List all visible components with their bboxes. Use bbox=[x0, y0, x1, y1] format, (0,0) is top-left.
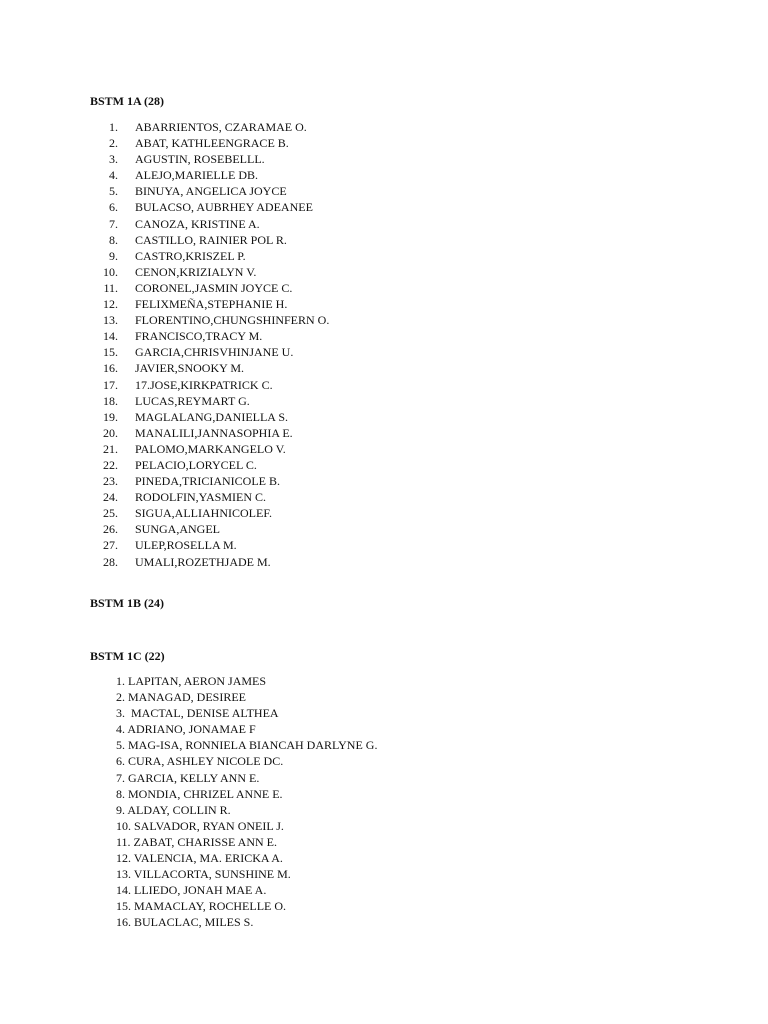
list-item-name: PALOMO,MARKANGELO V. bbox=[135, 441, 286, 456]
list-item-name: FELIXMEÑA,STEPHANIE H. bbox=[135, 297, 288, 312]
list-item-name: SUNGA,ANGEL bbox=[135, 522, 220, 537]
list-item-number: 15. bbox=[103, 345, 118, 360]
list-item-text: 4. ADRIANO, JONAMAE F bbox=[116, 722, 256, 737]
list-item-name: CENON,KRIZIALYN V. bbox=[135, 264, 257, 279]
list-item bbox=[116, 689, 516, 705]
list-item bbox=[90, 489, 490, 505]
list-item-name: ABARRIENTOS, CZARAMAE O. bbox=[135, 120, 307, 134]
list-item-text: 9. ALDAY, COLLIN R. bbox=[116, 802, 231, 817]
list-item bbox=[90, 312, 490, 328]
list-item-name: ABAT, KATHLEENGRACE B. bbox=[135, 136, 289, 151]
list-item-number: 19. bbox=[103, 409, 118, 424]
list-item-number: 1. bbox=[109, 120, 118, 134]
list-item bbox=[90, 425, 490, 441]
list-item-number: 27. bbox=[103, 538, 118, 553]
list-item-text: 3. MACTAL, DENISE ALTHEA bbox=[116, 706, 279, 721]
list-item-number: 3. bbox=[109, 152, 118, 167]
list-item-number: 10. bbox=[103, 264, 118, 279]
list-item-number: 14. bbox=[103, 329, 118, 344]
list-item-number: 17. bbox=[103, 377, 118, 392]
list-item bbox=[90, 199, 490, 215]
list-item bbox=[90, 232, 490, 248]
list-item bbox=[116, 721, 516, 737]
list-item-name: BINUYA, ANGELICA JOYCE bbox=[135, 184, 287, 199]
list-item-name: ULEP,ROSELLA M. bbox=[135, 538, 237, 553]
list-item-number: 28. bbox=[103, 554, 118, 569]
list-item-name: CANOZA, KRISTINE A. bbox=[135, 216, 260, 231]
list-item-number: 7. bbox=[109, 216, 118, 231]
list-item-name: JAVIER,SNOOKY M. bbox=[135, 361, 245, 376]
list-item-number: 2. bbox=[109, 136, 118, 151]
list-item-number: 24. bbox=[103, 490, 118, 505]
list-item-number: 13. bbox=[103, 313, 118, 328]
list-item bbox=[90, 473, 490, 489]
list-item-name: GARCIA,CHRISVHINJANE U. bbox=[135, 345, 294, 360]
list-item bbox=[90, 393, 490, 409]
list-item bbox=[116, 737, 516, 753]
list-item bbox=[90, 167, 490, 183]
list-item-number: 20. bbox=[103, 425, 118, 440]
list-item-name: BULACSO, AUBRHEY ADEANEE bbox=[135, 200, 313, 215]
section-heading-bstm-1b: BSTM 1B (24) bbox=[90, 596, 165, 610]
list-item bbox=[90, 409, 490, 425]
list-item-text: 6. CURA, ASHLEY NICOLE DC. bbox=[116, 754, 284, 769]
list-item-name: SIGUA,ALLIAHNICOLEF. bbox=[135, 506, 273, 521]
list-item bbox=[116, 673, 516, 689]
list-item-number: 25. bbox=[103, 506, 118, 521]
list-item bbox=[90, 264, 490, 280]
list-item-text: 14. LLIEDO, JONAH MAE A. bbox=[116, 883, 267, 898]
list-item bbox=[116, 818, 516, 834]
list-item bbox=[90, 377, 490, 393]
list-item-text: 2. MANAGAD, DESIREE bbox=[116, 690, 246, 705]
list-item-number: 26. bbox=[103, 522, 118, 537]
list-item-number: 8. bbox=[109, 232, 118, 247]
list-item bbox=[90, 505, 490, 521]
list-item-text: 12. VALENCIA, MA. ERICKA A. bbox=[116, 851, 283, 866]
list-item bbox=[116, 705, 516, 721]
list-item-name: ALEJO,MARIELLE DB. bbox=[135, 168, 258, 183]
list-item bbox=[90, 183, 490, 199]
list-item bbox=[90, 119, 490, 135]
list-item-number: 22. bbox=[103, 457, 118, 472]
list-item-text: 10. SALVADOR, RYAN ONEIL J. bbox=[116, 818, 284, 833]
list-item-name: 17.JOSE,KIRKPATRICK C. bbox=[135, 377, 273, 392]
list-item-name: CASTRO,KRISZEL P. bbox=[135, 248, 246, 263]
list-item-number: 5. bbox=[109, 184, 118, 199]
student-list-bstm-1a bbox=[90, 119, 490, 570]
list-item-number: 11. bbox=[103, 280, 118, 295]
section-heading-bstm-1a: BSTM 1A (28) bbox=[90, 94, 165, 108]
section-heading-bstm-1c: BSTM 1C (22) bbox=[90, 649, 165, 663]
list-item-name: RODOLFIN,YASMIEN C. bbox=[135, 490, 267, 505]
list-item-text: 7. GARCIA, KELLY ANN E. bbox=[116, 770, 260, 785]
list-item-name: PELACIO,LORYCEL C. bbox=[135, 457, 257, 472]
list-item-number: 12. bbox=[103, 297, 118, 312]
list-item bbox=[116, 914, 516, 930]
list-item-number: 23. bbox=[103, 474, 118, 489]
list-item-text: 16. BULACLAC, MILES S. bbox=[116, 915, 254, 930]
list-item bbox=[90, 328, 490, 344]
list-item-text: 15. MAMACLAY, ROCHELLE O. bbox=[116, 899, 287, 914]
list-item bbox=[116, 850, 516, 866]
list-item bbox=[116, 882, 516, 898]
list-item-name: CORONEL,JASMIN JOYCE C. bbox=[135, 280, 293, 295]
list-item bbox=[90, 135, 490, 151]
list-item-name: PINEDA,TRICIANICOLE B. bbox=[135, 474, 280, 489]
list-item bbox=[90, 441, 490, 457]
list-item-number: 4. bbox=[109, 168, 118, 183]
list-item bbox=[90, 248, 490, 264]
list-item-name: MANALILI,JANNASOPHIA E. bbox=[135, 425, 293, 440]
list-item bbox=[90, 216, 490, 232]
list-item-number: 18. bbox=[103, 393, 118, 408]
student-list-bstm-1c bbox=[116, 673, 516, 931]
list-item bbox=[90, 296, 490, 312]
list-item bbox=[90, 344, 490, 360]
list-item-number: 16. bbox=[103, 361, 118, 376]
list-item-text: 8. MONDIA, CHRIZEL ANNE E. bbox=[116, 786, 283, 801]
list-item-name: FRANCISCO,TRACY M. bbox=[135, 329, 263, 344]
list-item-name: FLORENTINO,CHUNGSHINFERN O. bbox=[135, 313, 330, 328]
list-item bbox=[90, 151, 490, 167]
list-item-name: MAGLALANG,DANIELLA S. bbox=[135, 409, 288, 424]
list-item-name: LUCAS,REYMART G. bbox=[135, 393, 250, 408]
list-item-text: 1. LAPITAN, AERON JAMES bbox=[116, 674, 267, 688]
list-item bbox=[116, 770, 516, 786]
list-item bbox=[90, 554, 490, 570]
list-item-text: 13. VILLACORTA, SUNSHINE M. bbox=[116, 867, 291, 882]
list-item bbox=[116, 834, 516, 850]
list-item bbox=[116, 753, 516, 769]
list-item bbox=[90, 521, 490, 537]
list-item-name: UMALI,ROZETHJADE M. bbox=[135, 554, 271, 569]
list-item-number: 21. bbox=[103, 441, 118, 456]
list-item bbox=[116, 866, 516, 882]
list-item-number: 6. bbox=[109, 200, 118, 215]
list-item-name: AGUSTIN, ROSEBELLL. bbox=[135, 152, 265, 167]
list-item bbox=[90, 360, 490, 376]
list-item bbox=[116, 898, 516, 914]
list-item-number: 9. bbox=[109, 248, 118, 263]
list-item-name: CASTILLO, RAINIER POL R. bbox=[135, 232, 287, 247]
list-item-text: 11. ZABAT, CHARISSE ANN E. bbox=[116, 834, 278, 849]
list-item bbox=[116, 802, 516, 818]
list-item bbox=[90, 280, 490, 296]
list-item-text: 5. MAG-ISA, RONNIELA BIANCAH DARLYNE G. bbox=[116, 738, 378, 753]
list-item bbox=[90, 537, 490, 553]
list-item bbox=[90, 457, 490, 473]
list-item bbox=[116, 786, 516, 802]
